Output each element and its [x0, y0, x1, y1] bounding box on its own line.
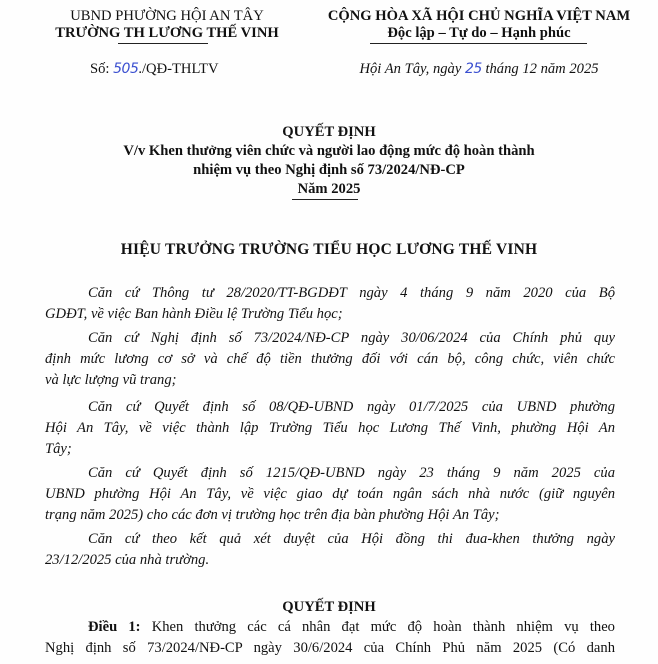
school-name: TRƯỜNG TH LƯƠNG THẾ VINH [55, 25, 279, 41]
basis-4-line-3: trạng năm 2025) cho các đơn vị trường học trên địa bàn phường Hội An Tây; [45, 507, 500, 523]
article-1-text-1: Khen thưởng các cá nhân đạt mức độ hoàn thành nhiệm vụ theo [140, 619, 615, 635]
article-1-line-2: Nghị định số 73/2024/NĐ-CP ngày 30/6/2024 của Chính Phủ năm 2025 (Có danh [45, 640, 615, 656]
basis-2-line-2: định mức lương cơ sở và chế độ tiền thưởng đối với cán bộ, công chức, viên chức [45, 351, 615, 367]
document-type-heading: QUYẾT ĐỊNH [282, 124, 376, 140]
subject-year: Năm 2025 [297, 181, 361, 197]
subject-line-2: nhiệm vụ theo Nghị định số 73/2024/NĐ-CP [193, 162, 465, 178]
basis-3-line-1: Căn cứ Quyết định số 08/QĐ-UBND ngày 01/7/2025 của UBND phường [88, 399, 615, 415]
document-number [90, 61, 218, 78]
document-number-suffix: ./QĐ-THLTV [138, 61, 219, 77]
basis-1-line-1: Căn cứ Thông tư 28/2020/TT-BGDĐT ngày 4 tháng 9 năm 2020 của Bộ [88, 285, 615, 301]
basis-3-line-3: Tây; [45, 441, 72, 457]
basis-5-line-2: 23/12/2025 của nhà trường. [45, 552, 210, 568]
basis-1-line-2: GDĐT, về việc Ban hành Điều lệ Trường Tiểu học; [45, 306, 343, 322]
basis-2-line-1: Căn cứ Nghị định số 73/2024/NĐ-CP ngày 30/06/2024 của Chính phủ quy [88, 330, 615, 346]
national-motto-underline [370, 43, 587, 44]
document-number-handwritten: 505 [113, 61, 139, 77]
issue-date-suffix: tháng 12 năm 2025 [481, 61, 599, 77]
decision-heading: QUYẾT ĐỊNH [282, 599, 376, 615]
national-title: CỘNG HÒA XÃ HỘI CHỦ NGHĨA VIỆT NAM [327, 8, 631, 24]
basis-3-line-2: Hội An Tây, về việc thành lập Trường Tiểu học Lương Thế Vinh, phường Hội An [45, 420, 615, 436]
basis-2-line-3: và lực lượng vũ trang; [45, 372, 177, 388]
document-number-prefix: Số: [90, 61, 114, 77]
issue-date [308, 61, 650, 78]
issuing-authority: HIỆU TRƯỞNG TRƯỜNG TIỂU HỌC LƯƠNG THẾ VINH [120, 241, 538, 258]
issue-date-prefix: Hội An Tây, ngày [359, 61, 465, 77]
basis-5-line-1: Căn cứ theo kết quả xét duyệt của Hội đồng thi đua-khen thưởng ngày [88, 531, 615, 547]
basis-4-line-2: UBND phường Hội An Tây, về việc giao dự toán ngân sách nhà nước (giữ nguyên [45, 486, 615, 502]
subject-line-1: V/v Khen thưởng viên chức và người lao động mức độ hoàn thành [123, 143, 535, 159]
school-name-underline [118, 43, 208, 44]
article-1-line-1 [88, 619, 615, 636]
issuing-agency: UBND PHƯỜNG HỘI AN TÂY [70, 8, 264, 24]
subject-year-underline [292, 199, 358, 200]
article-1-label: Điều 1: [88, 619, 141, 635]
issue-date-day-handwritten: 25 [464, 61, 482, 77]
national-motto: Độc lập – Tự do – Hạnh phúc [387, 25, 571, 41]
basis-4-line-1: Căn cứ Quyết định số 1215/QĐ-UBND ngày 23 tháng 9 năm 2025 của [88, 465, 615, 481]
